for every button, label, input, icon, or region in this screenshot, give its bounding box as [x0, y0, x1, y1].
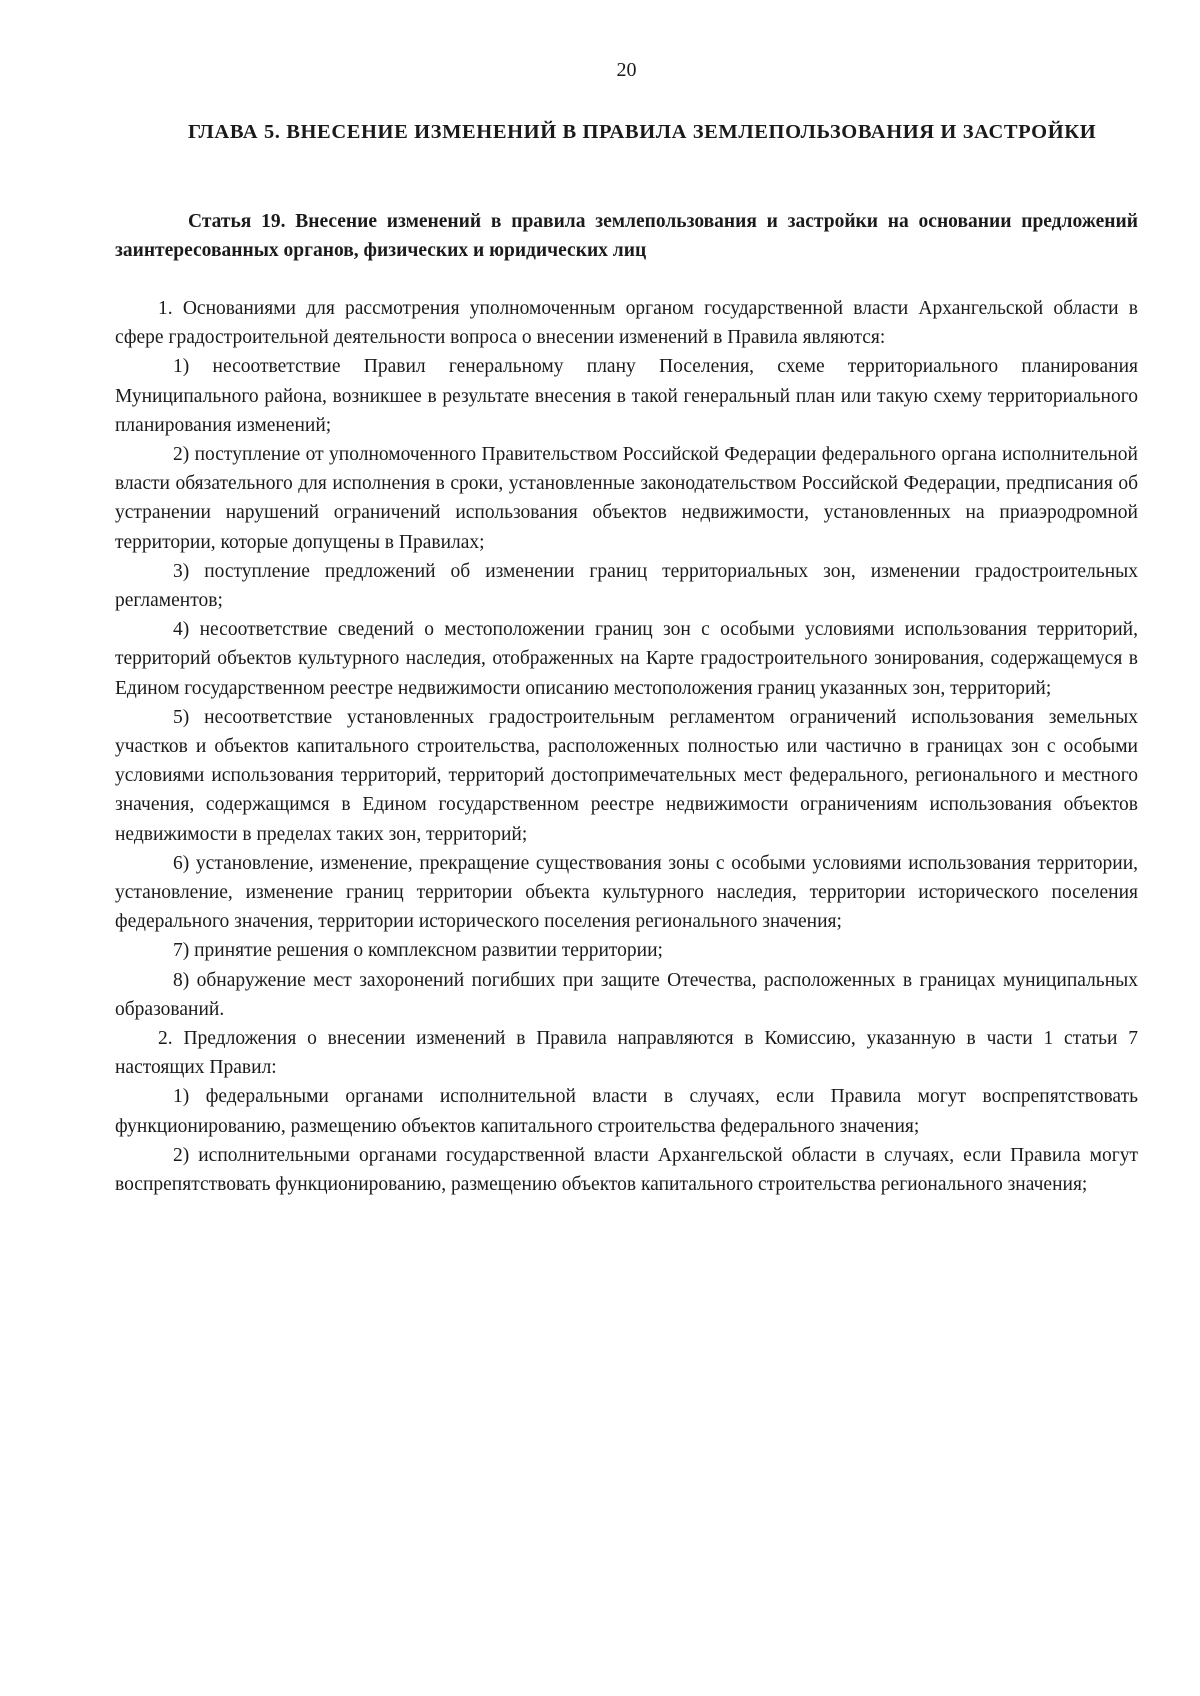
paragraph-item-1-6: 6) установление, изменение, прекращение существования зоны с особыми условиями использования территории, установление, изменение границ территории объекта культурного наследия, территории исторического поселения федерального значения, территории исторического поселения регионального значения; — [115, 852, 1138, 933]
paragraph-item-2-2: 2) исполнительными органами государственной власти Архангельской области в случаях, если Правила могут воспрепятствовать функционированию, размещению объектов капитального строительства регионального значения; — [115, 1144, 1138, 1196]
paragraph-item-1-8: 8) обнаружение мест захоронений погибших при защите Отечества, расположенных в границах муниципальных образований. — [115, 969, 1138, 1020]
paragraph-item-1-2: 2) поступление от уполномоченного Правительством Российской Федерации федерального органа исполнительной власти обязательного для исполнения в сроки, установленные законодательством Российской Федерации, предписания об устранении нарушений ограничений использования объектов недвижимости, установленных на приаэродромной территории, которые допущены в Правилах; — [115, 444, 1138, 553]
page-number: 20 — [616, 59, 637, 81]
paragraph-item-1-1: 1) несоответствие Правил генеральному плану Поселения, схеме территориального планирования Муниципального района, возникшее в результате внесения в такой генеральный план или такую схему территориального планирования изменений; — [115, 356, 1138, 436]
paragraph-clause-1: 1. Основаниями для рассмотрения уполномоченным органом государственной власти Архангельской области в сфере градостроительной деятельности вопроса о внесении изменений в Правила являются: — [115, 298, 1138, 349]
paragraph-item-1-7: 7) принятие решения о комплексном развитии территории; — [173, 940, 663, 962]
paragraph-item-1-3: 3) поступление предложений об изменении границ территориальных зон, изменении градостроительных регламентов; — [115, 560, 1138, 612]
article-title: Статья 19. Внесение изменений в правила землепользования и застройки на основании предложений заинтересованных органов, физических и юридических лиц — [115, 211, 1138, 261]
paragraph-clause-2: 2. Предложения о внесении изменений в Правила направляются в Комиссию, указанную в части 1 статьи 7 настоящих Правил: — [115, 1028, 1138, 1079]
paragraph-item-1-4: 4) несоответствие сведений о местоположении границ зон с особыми условиями использования территорий, территорий объектов культурного наследия, отображенных на Карте градостроительного зонирования, содержащемуся в Едином государственном реестре недвижимости описанию местоположения границ указанных зон, территорий; — [115, 619, 1138, 699]
paragraph-item-1-5: 5) несоответствие установленных градостроительным регламентом ограничений использования земельных участков и объектов капитального строительства, расположенных полностью или частично в границах зон с особыми условиями использования территорий, территорий достопримечательных мест федерального, регионального и местного значения, содержащимся в Едином государственном реестре недвижимости ограничениям использования объектов недвижимости в пределах таких зон, территорий; — [115, 706, 1138, 845]
paragraph-item-2-1: 1) федеральными органами исполнительной власти в случаях, если Правила могут воспрепятствовать функционированию, размещению объектов капитального строительства федерального значения; — [115, 1086, 1138, 1137]
chapter-title: ГЛАВА 5. ВНЕСЕНИЕ ИЗМЕНЕНИЙ В ПРАВИЛА ЗЕМЛЕПОЛЬЗОВАНИЯ И ЗАСТРОЙКИ — [188, 121, 1097, 143]
article-body — [115, 294, 1138, 1199]
